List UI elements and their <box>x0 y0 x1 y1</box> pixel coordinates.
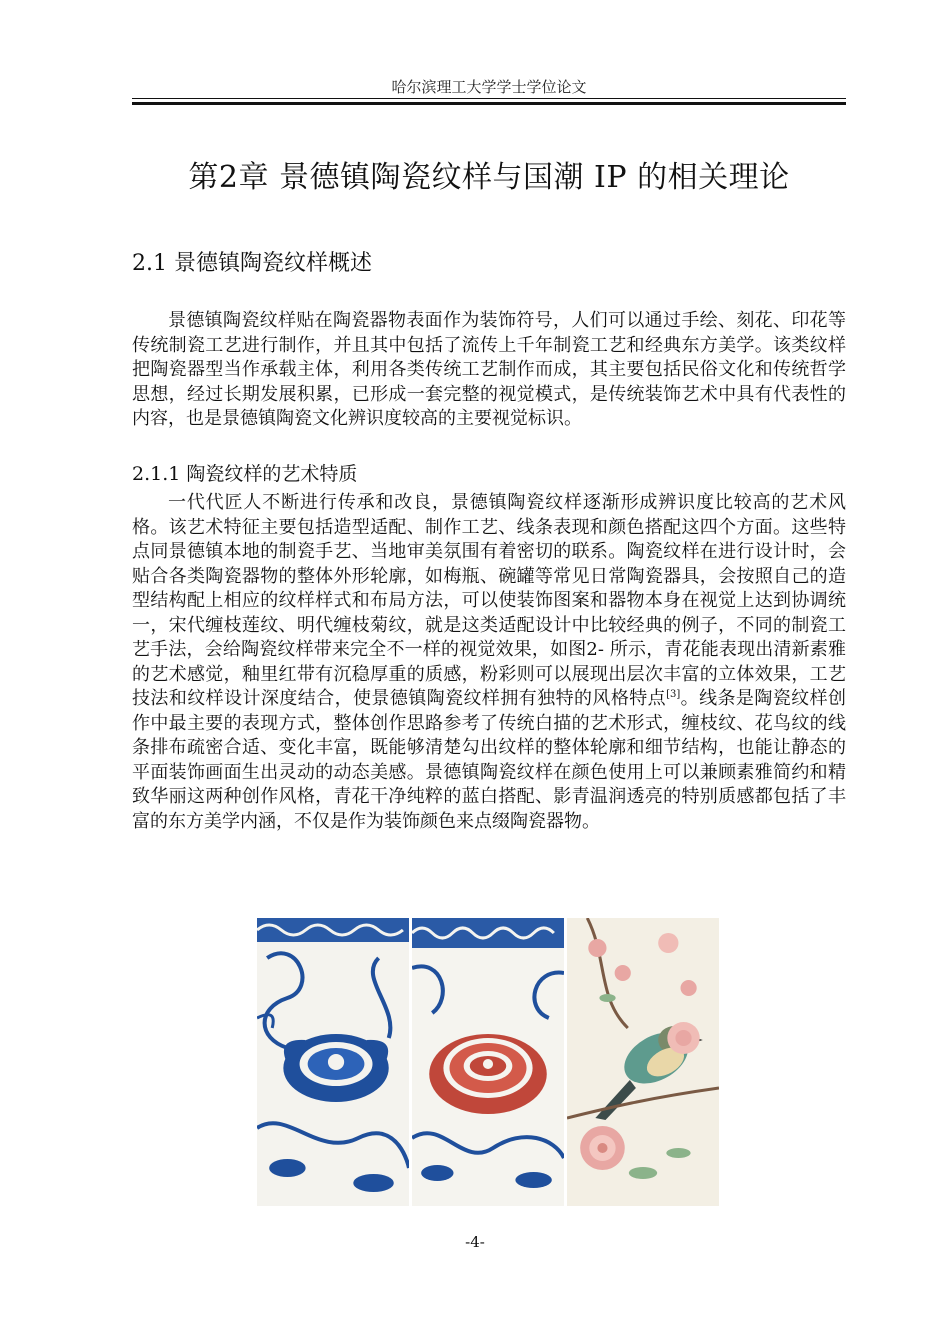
section-heading: 2.1 景德镇陶瓷纹样概述 <box>132 251 372 276</box>
header-rule-thick <box>132 102 846 105</box>
porcelain-pattern-figure <box>257 918 719 1206</box>
subsection-heading: 2.1.1 陶瓷纹样的艺术特质 <box>132 463 358 485</box>
bird-and-flower-illustration <box>567 918 719 1206</box>
page-number: -4- <box>465 1233 485 1251</box>
section-paragraph: 景德镇陶瓷纹样贴在陶瓷器物表面作为装饰符号，人们可以通过手绘、刻花、印花等传统制瓷工艺进行制作，并且其中包括了流传上千年制瓷工艺和经典东方美学。该类纹样把陶瓷器型当作承载主体，利用各类传统工艺制作而成，其主要包括民俗文化和传统哲学思想，经过长期发展积累，已形成一套完整的视觉模式，是传统装饰艺术中具有代表性的内容，也是景德镇陶瓷文化辨识度较高的主要视觉标识。 <box>132 310 846 429</box>
subsection-paragraph <box>132 491 846 834</box>
header-rule-thin <box>132 98 846 99</box>
paragraph-text-part2: 。线条是陶瓷纹样创作中最主要的表现方式，整体创作思路参考了传统白描的艺术形式，缠枝纹、花鸟纹的线条排布疏密合适、变化丰富，既能够清楚勾出纹样的整体轮廓和细节结构，也能让静态的平面装饰画面生出灵动的动态美感。景德镇陶瓷纹样在颜色使用上可以兼顾素雅简约和精致华丽这两种创作风格，青花干净纯粹的蓝白搭配、影青温润透亮的特别质感都包括了丰富的东方美学内涵，不仅是作为装饰颜色来点缀陶瓷器物。 <box>132 688 846 832</box>
chapter-title: 第2章 景德镇陶瓷纹样与国潮 IP 的相关理论 <box>188 160 790 195</box>
panel-blue-and-white-lotus <box>257 918 409 1206</box>
running-header: 哈尔滨理工大学学士学位论文 <box>391 78 587 96</box>
lotus-scroll-illustration <box>257 918 409 1206</box>
citation-marker: [3] <box>666 689 681 700</box>
peony-scroll-illustration <box>412 918 564 1206</box>
panel-famille-rose-bird <box>567 918 719 1206</box>
panel-underglaze-red-peony <box>412 918 564 1206</box>
paragraph-text-part1: 一代代匠人不断进行传承和改良，景德镇陶瓷纹样逐渐形成辨识度比较高的艺术风格。该艺术特征主要包括造型适配、制作工艺、线条表现和颜色搭配这四个方面。这些特点同景德镇本地的制瓷手艺、当地审美氛围有着密切的联系。陶瓷纹样在进行设计时，会贴合各类陶瓷器物的整体外形轮廓，如梅瓶、碗罐等常见日常陶瓷器具，会按照自己的造型结构配上相应的纹样样式和布局方法，可以使装饰图案和器物本身在视觉上达到协调统一，宋代缠枝莲纹、明代缠枝菊纹，就是这类适配设计中比较经典的例子，不同的制瓷工艺手法，会给陶瓷纹样带来完全不一样的视觉效果，如图2- 所示，青花能表现出清新素雅的艺术感觉，釉里红带有沉稳厚重的质感，粉彩则可以展现出层次丰富的立体效果，工艺技法和纹样设计深度结合，使景德镇陶瓷纹样拥有独特的风格特点 <box>132 492 846 709</box>
